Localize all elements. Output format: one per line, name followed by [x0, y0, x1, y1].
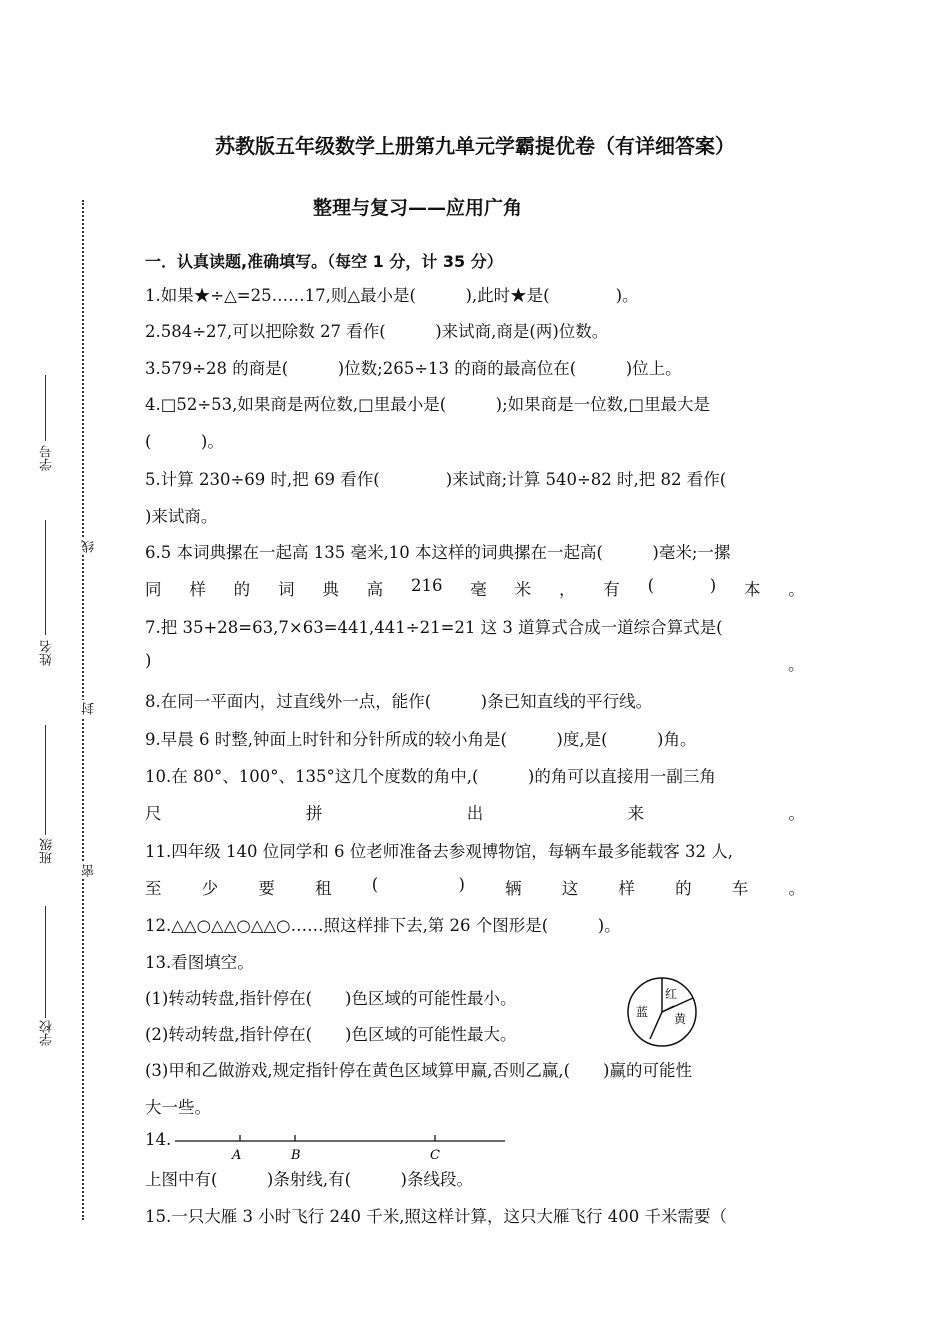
label-name: 姓名	[40, 640, 55, 666]
doc-subtitle: 整理与复习——应用广角	[312, 197, 522, 219]
label-school: 学校	[40, 1020, 55, 1046]
spinner-label-blue: 蓝	[636, 1005, 649, 1019]
doc-title: 苏教版五年级数学上册第九单元学霸提优卷（有详细答案）	[215, 134, 735, 158]
blank-school	[45, 906, 46, 1018]
question-10: 10.在 80°、100°、135°这几个度数的角中,( )的角可以直接用一副三角	[145, 767, 716, 786]
question-13-3: (3)甲和乙做游戏,规定指针停在黄色区域算甲赢,否则乙赢,( )赢的可能性	[145, 1061, 692, 1080]
question-14-text: 上图中有( )条射线,有( )条线段。	[145, 1170, 473, 1189]
question-5: 5.计算 230÷69 时,把 69 看作( )来试商;计算 540÷82 时,把 82 看作(	[145, 470, 727, 489]
question-7: 7.把 35+28=63,7×63=441,441÷21=21 这 3 道算式合成一道综合算式是(	[145, 618, 723, 637]
question-6: 6.5 本词典摞在一起高 135 毫米,10 本这样的词典摞在一起高( )毫米;一摞	[145, 543, 731, 562]
seal-secret: 密	[82, 864, 97, 877]
spinner-diagram	[626, 976, 702, 1052]
question-4: 4.□52÷53,如果商是两位数,□里最小是( );如果商是一位数,□里最大是	[145, 395, 710, 414]
question-7-cont: ) 。	[145, 651, 805, 674]
question-11: 11.四年级 140 位同学和 6 位老师准备去参观博物馆，每辆车最多能载客 32 人,	[145, 842, 733, 861]
question-9: 9.早晨 6 时整,钟面上时针和分针所成的较小角是( )度,是( )角。	[145, 730, 697, 749]
label-class: 班级	[40, 838, 55, 864]
point-b-label: B	[291, 1148, 301, 1163]
question-13-2: (2)转动转盘,指针停在( )色区域的可能性最大。	[145, 1025, 517, 1044]
question-8: 8.在同一平面内，过直线外一点，能作( )条已知直线的平行线。	[145, 692, 653, 711]
label-student-id: 学号	[40, 445, 55, 471]
spinner-divider-bottom	[650, 1012, 662, 1039]
question-13-1: (1)转动转盘,指针停在( )色区域的可能性最小。	[145, 989, 517, 1008]
question-15: 15.一只大雁 3 小时飞行 240 千米,照这样计算，这只大雁飞行 400 千米需要（	[145, 1207, 727, 1226]
question-1: 1.如果★÷△=25……17,则△最小是( ),此时★是( )。	[145, 286, 639, 305]
seal-line: 线	[82, 540, 97, 553]
seal-seal: 封	[82, 702, 97, 715]
blank-name	[45, 520, 46, 635]
question-14: 14.	[145, 1130, 172, 1149]
spinner-pointer	[662, 1006, 674, 1012]
point-c-label: C	[430, 1148, 440, 1163]
spinner-label-yellow: 黄	[674, 1012, 687, 1026]
question-2: 2.584÷27,可以把除数 27 看作( )来试商,商是(两)位数。	[145, 322, 609, 341]
question-10-cont: 尺 拼 出 来 。	[145, 804, 805, 823]
question-11-cont: 至 少 要 租 ( ) 辆 这 样 的 车 。	[145, 875, 805, 898]
question-6-cont: 同 样 的 词 典 高 216 毫 米 ， 有 ( ) 本 。	[145, 576, 805, 599]
question-13-3-cont: 大一些。	[145, 1098, 211, 1117]
question-4-cont: ( )。	[145, 432, 224, 451]
blank-student-id	[45, 375, 46, 441]
question-12: 12.△△○△△○△△○……照这样排下去,第 26 个图形是( )。	[145, 916, 621, 935]
spinner-label-red: 红	[665, 987, 678, 1001]
question-13: 13.看图填空。	[145, 953, 254, 972]
blank-class	[45, 725, 46, 835]
ray-segment-diagram	[170, 1131, 510, 1165]
question-5-cont: )来试商。	[145, 507, 218, 526]
point-a-label: A	[232, 1148, 242, 1163]
question-3: 3.579÷28 的商是( )位数;265÷13 的商的最高位在( )位上。	[145, 359, 682, 378]
section-heading: 一．认真读题,准确填写。（每空 1 分，计 35 分）	[145, 252, 503, 271]
